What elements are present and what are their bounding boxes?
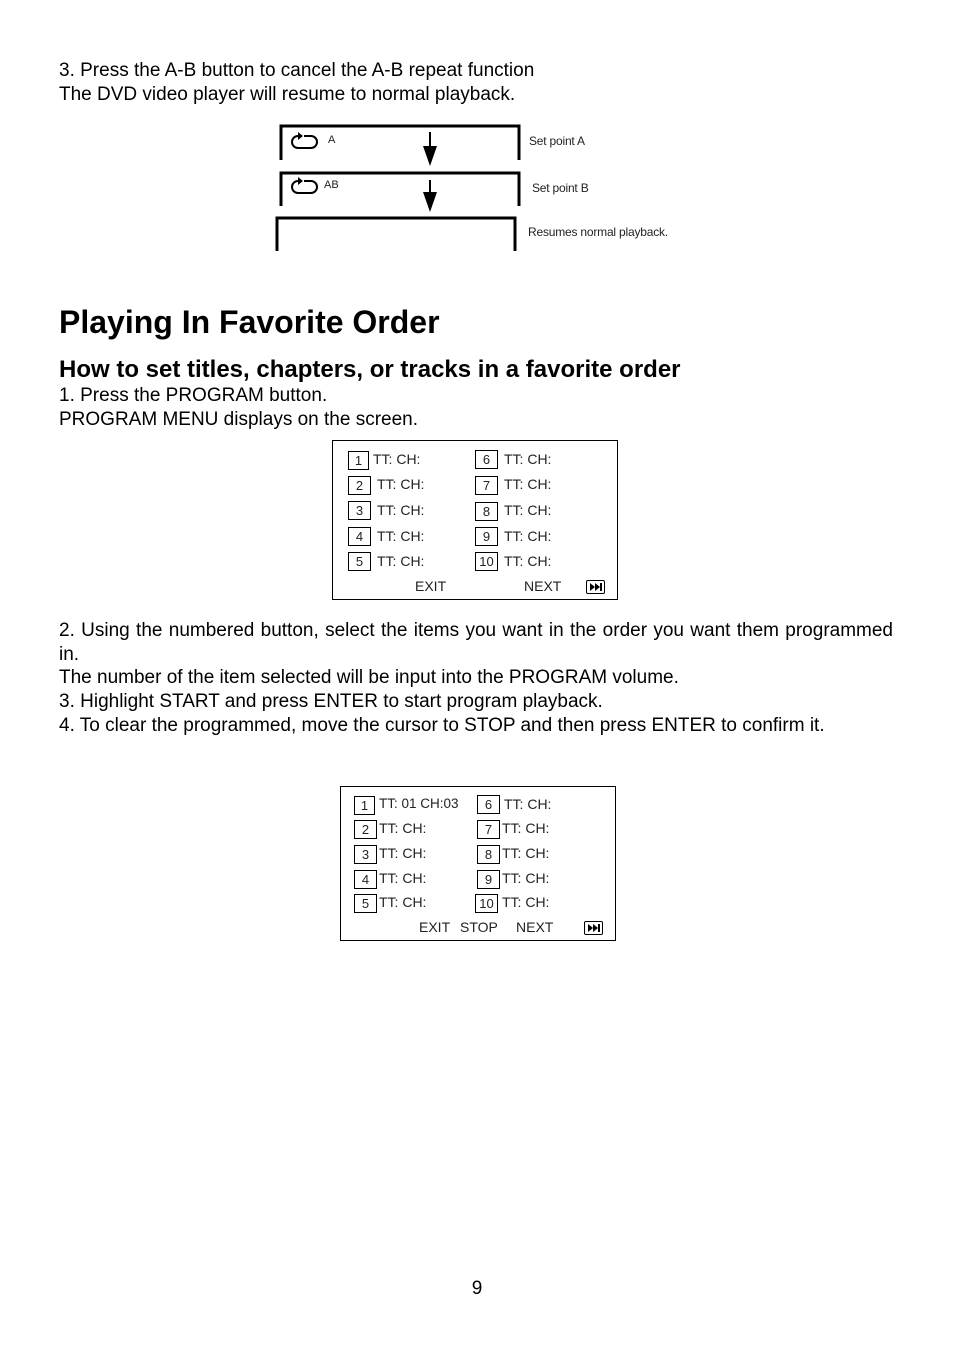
step-1a: 1. Press the PROGRAM button. <box>59 385 328 406</box>
repeat-loop-icon <box>292 132 317 148</box>
step-2b: The number of the item selected will be input into the PROGRAM volume. <box>59 667 679 688</box>
program-menu-2 <box>340 786 616 941</box>
slot-text: TT: CH: <box>504 553 552 569</box>
slot-number: 4 <box>354 870 377 889</box>
slot-number: 1 <box>348 451 369 470</box>
slot-text: TT: CH: <box>502 894 550 910</box>
slot-text: TT: CH: <box>379 820 427 836</box>
label-set-point-b: Set point B <box>532 181 589 195</box>
slot-text: TT: CH: <box>377 553 425 569</box>
slot-text: TT: CH: <box>377 476 425 492</box>
section-subtitle: How to set titles, chapters, or tracks in a favorite order <box>59 356 681 383</box>
page-number: 9 <box>471 1278 483 1299</box>
slot-number: 9 <box>475 527 498 546</box>
next-button[interactable]: NEXT <box>524 578 562 594</box>
slot-text: TT: CH: <box>504 476 552 492</box>
slot-number: 3 <box>348 501 371 520</box>
slot-number: 8 <box>475 502 498 521</box>
step-3: 3. Highlight START and press ENTER to start program playback. <box>59 691 603 712</box>
slot-text: TT: CH: <box>379 894 427 910</box>
mark-ab: AB <box>324 179 339 191</box>
slot-text: TT: CH: <box>373 451 421 467</box>
label-set-point-a: Set point A <box>529 134 585 148</box>
exit-button[interactable]: EXIT <box>419 919 451 935</box>
slot-number: 6 <box>477 795 500 814</box>
intro-line-1: 3. Press the A-B button to cancel the A-B repeat function <box>59 60 535 81</box>
slot-text: TT: CH: <box>504 528 552 544</box>
section-title: Playing In Favorite Order <box>59 304 440 340</box>
slot-text: TT: CH: <box>502 820 550 836</box>
slot-number: 10 <box>475 552 498 571</box>
slot-number: 8 <box>477 845 500 864</box>
step-4: 4. To clear the programmed, move the cursor to STOP and then press ENTER to confirm it. <box>59 715 825 736</box>
slot-number: 5 <box>348 552 371 571</box>
slot-text: TT: CH: <box>377 528 425 544</box>
ab-repeat-diagram <box>274 122 694 257</box>
slot-text: TT: CH: <box>504 502 552 518</box>
slot-text: TT: CH: <box>502 845 550 861</box>
skip-next-icon[interactable] <box>586 580 605 594</box>
step-2: 2. Using the numbered button, select the items you want in the order you want them programmed in. <box>59 620 893 665</box>
program-menu-1 <box>332 440 618 600</box>
slot-text: TT: CH: <box>504 796 552 812</box>
slot-number: 6 <box>475 450 498 469</box>
slot-text: TT: CH: <box>504 451 552 467</box>
intro-line-2: The DVD video player will resume to normal playback. <box>59 84 516 105</box>
slot-number: 1 <box>354 796 375 815</box>
slot-text: TT: 01 CH:03 <box>379 796 459 811</box>
slot-text: TT: CH: <box>377 502 425 518</box>
slot-text: TT: CH: <box>379 870 427 886</box>
label-resumes: Resumes normal playback. <box>528 225 668 239</box>
stop-button[interactable]: STOP <box>460 919 498 935</box>
slot-text: TT: CH: <box>502 870 550 886</box>
next-button[interactable]: NEXT <box>516 919 554 935</box>
repeat-loop-icon <box>292 177 317 193</box>
slot-number: 7 <box>477 820 500 839</box>
slot-number: 10 <box>475 894 498 913</box>
slot-number: 9 <box>477 870 500 889</box>
exit-button[interactable]: EXIT <box>415 578 447 594</box>
slot-number: 5 <box>354 894 377 913</box>
slot-number: 2 <box>354 820 377 839</box>
mark-a: A <box>328 134 336 146</box>
slot-number: 4 <box>348 527 371 546</box>
skip-next-icon[interactable] <box>584 921 603 935</box>
slot-number: 3 <box>354 845 377 864</box>
step-1b: PROGRAM MENU displays on the screen. <box>59 409 419 430</box>
slot-number: 7 <box>475 476 498 495</box>
slot-text: TT: CH: <box>379 845 427 861</box>
slot-number: 2 <box>348 476 371 495</box>
